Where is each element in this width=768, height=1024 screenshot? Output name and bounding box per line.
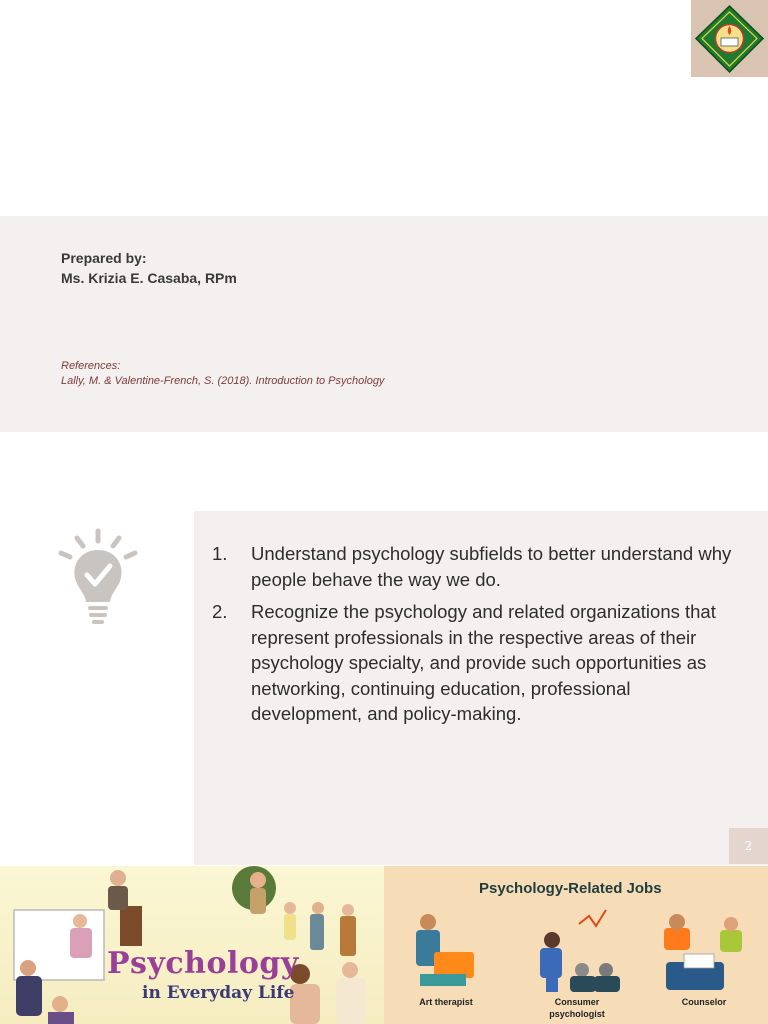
list-item (212, 541, 732, 592)
school-seal-logo (691, 0, 768, 77)
author-name: Ms. Krizia E. Casaba, RPm (61, 270, 237, 286)
prepared-by-label: Prepared by: (61, 250, 147, 266)
list-item-number: 1. (212, 543, 228, 564)
list-item-text: Recognize the psychology and related organizations that represent professionals in the respective areas of their psychology specialty, and provide such opportunities as networking, continuing education, professional development, and policy-making. (251, 601, 716, 724)
list-item-number: 2. (212, 601, 228, 622)
job-label-counselor: Counselor (681, 997, 727, 1007)
reference-citation: Lally, M. & Valentine-French, S. (2018). Introduction to Psychology (61, 375, 385, 387)
list-item-text: Understand psychology subfields to better understand why people behave the way we do. (251, 543, 732, 590)
everyday-life-subtitle: in Everyday Life (142, 983, 295, 1003)
psychology-title: Psychology (107, 946, 299, 981)
objectives-list (212, 541, 732, 734)
job-label-art-therapist: Art therapist (419, 997, 473, 1007)
credits-band (0, 216, 768, 432)
jobs-title: Psychology-Related Jobs (479, 880, 662, 897)
references-label: References: (61, 360, 121, 372)
psychology-everyday-life-image (0, 866, 384, 1024)
list-item (212, 599, 732, 727)
page-number: 2 (729, 828, 768, 864)
lightbulb-check-icon (55, 527, 141, 631)
school-logo (691, 0, 768, 77)
psychology-jobs-image (384, 866, 768, 1024)
job-label-consumer-psychologist: Consumer psychologist (549, 997, 605, 1019)
